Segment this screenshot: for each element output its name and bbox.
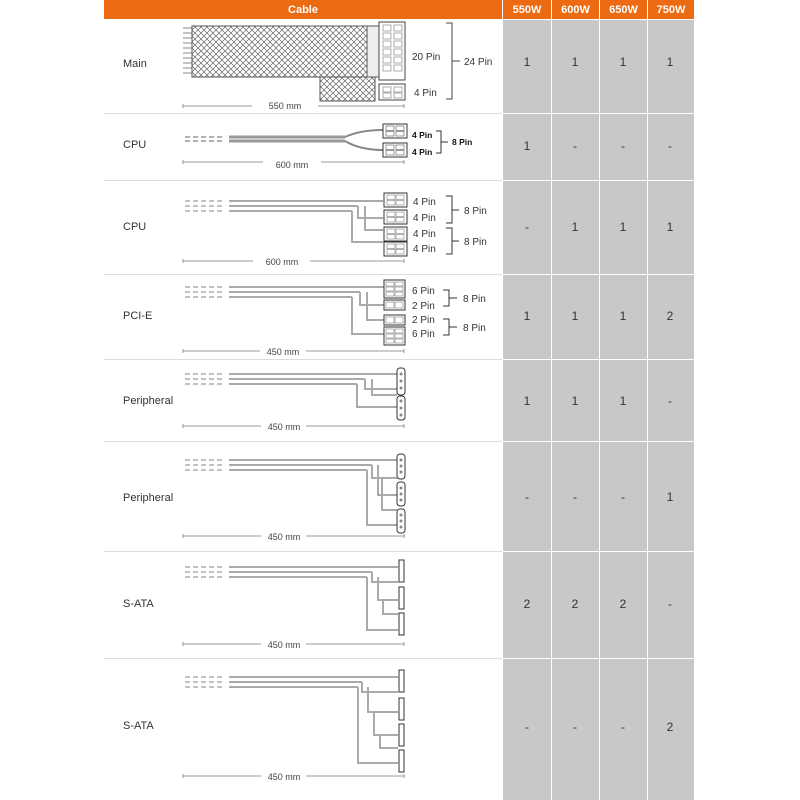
length-label: 450 mm	[267, 422, 301, 432]
length-label: 450 mm	[267, 532, 301, 542]
count-cell: 1	[666, 220, 674, 234]
count-cell: -	[573, 720, 577, 734]
cpu-dual-cable-drawing	[183, 193, 487, 267]
cable-name: Main	[123, 58, 147, 70]
length-label: 450 mm	[267, 640, 301, 650]
pin-label: 6 Pin	[412, 286, 435, 297]
combined-pin-label: 8 Pin	[463, 294, 486, 305]
count-cell: -	[668, 597, 672, 611]
pin-label: 4 Pin	[413, 244, 436, 255]
count-cell: -	[573, 490, 577, 504]
header-750w: 750W	[648, 0, 694, 19]
combined-pin-label: 24 Pin	[464, 57, 493, 68]
pin-label: 4 Pin	[413, 229, 436, 240]
count-cell: 1	[619, 55, 627, 69]
count-cell: -	[525, 220, 529, 234]
count-cell: 2	[523, 597, 531, 611]
pin-label: 20 Pin	[412, 52, 441, 63]
count-cell: 1	[571, 394, 579, 408]
combined-pin-label: 8 Pin	[464, 206, 487, 217]
count-cell: 2	[666, 720, 674, 734]
combined-pin-label: 8 Pin	[452, 137, 473, 147]
length-label: 600 mm	[275, 160, 309, 170]
pin-label: 4 Pin	[414, 88, 437, 99]
count-cell: -	[525, 720, 529, 734]
peripheral-triple-cable-drawing	[183, 454, 405, 542]
header-550w: 550W	[503, 0, 551, 19]
cable-name: Peripheral	[123, 395, 174, 407]
pin-label: 2 Pin	[412, 315, 435, 326]
count-cell: 1	[523, 55, 531, 69]
length-label: 600 mm	[265, 257, 299, 267]
count-cell: 2	[666, 309, 674, 323]
count-cell: 1	[571, 309, 579, 323]
cable-name: Peripheral	[123, 492, 174, 504]
header-600w: 600W	[552, 0, 599, 19]
length-label: 550 mm	[268, 101, 302, 111]
count-cell: 1	[523, 394, 531, 408]
count-cell: 1	[571, 220, 579, 234]
count-cell: 1	[619, 309, 627, 323]
count-cell: -	[668, 139, 672, 153]
count-cell: 1	[571, 55, 579, 69]
count-cell: 1	[666, 55, 674, 69]
count-cell: 2	[619, 597, 627, 611]
pin-label: 2 Pin	[412, 301, 435, 312]
sata-quad-cable-drawing	[183, 670, 404, 782]
count-cell: -	[525, 490, 529, 504]
sata-cable-drawing	[183, 560, 404, 650]
pin-label: 4 Pin	[412, 130, 433, 140]
count-cell: -	[668, 394, 672, 408]
cable-name: S-ATA	[123, 598, 154, 610]
cable-name: S-ATA	[123, 720, 154, 732]
peripheral-cable-drawing	[183, 368, 405, 432]
pin-label: 4 Pin	[412, 147, 433, 157]
header-650w: 650W	[600, 0, 647, 19]
pin-label: 6 Pin	[412, 329, 435, 340]
header-cable: Cable	[104, 0, 502, 19]
count-cell: 1	[523, 309, 531, 323]
length-label: 450 mm	[266, 347, 300, 357]
pin-label: 4 Pin	[413, 213, 436, 224]
count-cell: 1	[619, 394, 627, 408]
count-cell: 2	[571, 597, 579, 611]
combined-pin-label: 8 Pin	[464, 237, 487, 248]
cable-name: CPU	[123, 139, 147, 151]
count-cell: -	[621, 720, 625, 734]
pcie-cable-drawing	[183, 280, 486, 357]
cable-name: CPU	[123, 221, 147, 233]
count-cell: -	[621, 490, 625, 504]
count-cell: 1	[666, 490, 674, 504]
combined-pin-label: 8 Pin	[463, 323, 486, 334]
count-cell: -	[573, 139, 577, 153]
cpu-cable-drawing	[183, 124, 472, 170]
count-cell: 1	[523, 139, 531, 153]
count-cell: -	[621, 139, 625, 153]
pin-label: 4 Pin	[413, 197, 436, 208]
count-cell: 1	[619, 220, 627, 234]
cable-name: PCI-E	[123, 310, 153, 322]
length-label: 450 mm	[267, 772, 301, 782]
main-cable-drawing	[183, 22, 492, 111]
